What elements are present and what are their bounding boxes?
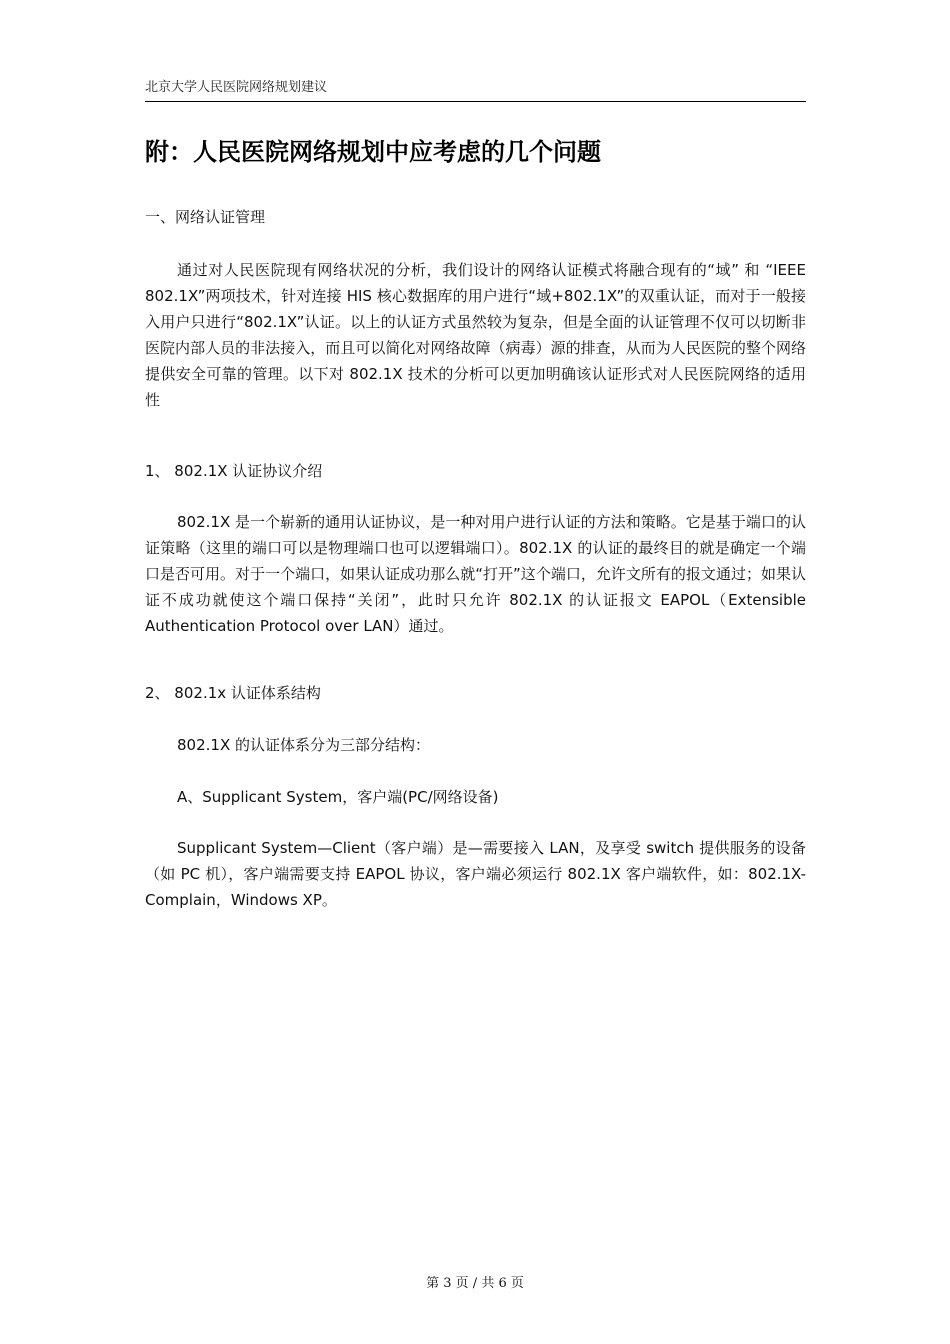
section-paragraph-network-auth: 通过对人民医院现有网络状况的分析，我们设计的网络认证模式将融合现有的“域” 和 “IEEE 802.1X”两项技术，针对连接 HIS 核心数据库的用户进行“域+802.1X”的双重认证，而对于一般接入用户只进行“802.1X”认证。以上的认证方式虽然较为复杂，但是全面的认证管理不仅可以切断非医院内部人员的非法接入，而且可以简化对网络故障（病毒）源的排查，从而为人民医院的整个网络提供安全可靠的管理。以下对 802.1X 技术的分析可以更加明确该认证形式对人民医院网络的适用性 xyxy=(145,261,806,409)
section-heading-network-auth: 一、网络认证管理 xyxy=(145,208,266,226)
page-footer: 第 3 页 / 共 6 页 xyxy=(426,1276,524,1291)
page-title: 附：人民医院网络规划中应考虑的几个问题 xyxy=(145,138,601,166)
section-paragraph-8021x-intro: 802.1X 是一个崭新的通用认证协议，是一种对用户进行认证的方法和策略。它是基于端口的认证策略（这里的端口可以是物理端口也可以逻辑端口）。802.1X 的认证的最终目的就是确定一个端口是否可用。对于一个端口，如果认证成功那么就“打开”这个端口，允许文所有的报文通过；如果认证不成功就使这个端口保持“关闭”，此时只允许 802.1X 的认证报文 EAPOL（Extensible Authentication Protocol over LAN）通过。 xyxy=(145,513,806,635)
section-paragraph-supplicant: Supplicant System—Client（客户端）是—需要接入 LAN，及享受 switch 提供服务的设备（如 PC 机），客户端需要支持 EAPOL 协议，客户端必须运行 802.1X 客户端软件，如：802.1X-Complain，Windows XP。 xyxy=(145,839,806,909)
supplicant-system-line: A、Supplicant System，客户端(PC/网络设备) xyxy=(177,788,499,806)
section-heading-8021x-architecture: 2、 802.1x 认证体系结构 xyxy=(145,684,321,702)
section-heading-8021x-intro: 1、 802.1X 认证协议介绍 xyxy=(145,462,323,480)
architecture-intro-line: 802.1X 的认证体系分为三部分结构： xyxy=(177,736,430,754)
page-header: 北京大学人民医院网络规划建议 xyxy=(145,79,806,102)
